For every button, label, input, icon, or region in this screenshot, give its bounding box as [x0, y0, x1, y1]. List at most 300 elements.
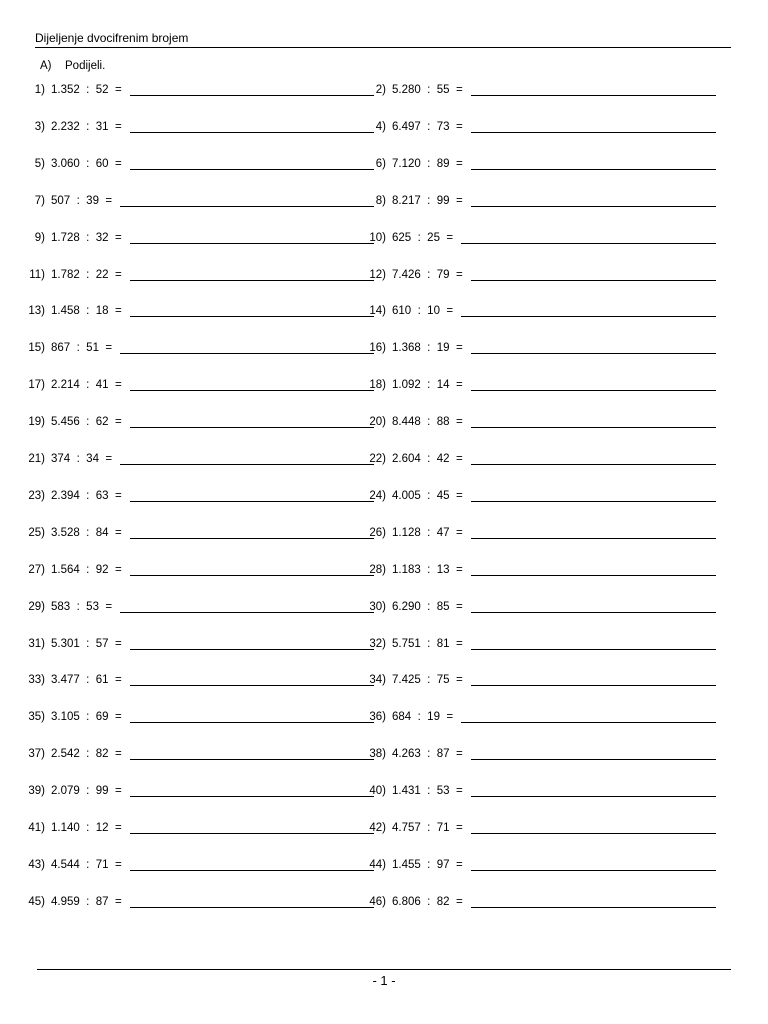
dividend: 2.214: [51, 379, 80, 392]
divisor: 82: [95, 748, 109, 761]
division-sign: :: [79, 748, 96, 761]
problem-item: [356, 636, 716, 652]
answer-line[interactable]: [471, 870, 716, 871]
problem-expression: [51, 340, 112, 356]
problem-item: [356, 303, 716, 319]
problem-item: [15, 193, 374, 209]
problem-number: 10): [369, 231, 386, 244]
division-sign: :: [70, 194, 87, 207]
division-sign: :: [79, 858, 96, 871]
division-sign: :: [420, 342, 437, 355]
problem-number: 37): [28, 748, 45, 761]
problem-number: 44): [369, 858, 386, 871]
answer-line[interactable]: [130, 759, 374, 760]
divisor: 57: [95, 637, 109, 650]
dividend: 8.448: [392, 416, 421, 429]
answer-line[interactable]: [471, 132, 716, 133]
dividend: 1.368: [392, 342, 421, 355]
answer-line[interactable]: [130, 316, 374, 317]
problem-expression: [51, 303, 122, 319]
dividend: 5.301: [51, 637, 80, 650]
dividend: 5.751: [392, 637, 421, 650]
equals-sign: =: [449, 489, 463, 502]
answer-line[interactable]: [471, 206, 716, 207]
divisor: 25: [427, 231, 440, 244]
problem-expression: [392, 672, 463, 688]
answer-line[interactable]: [130, 870, 374, 871]
answer-line[interactable]: [471, 353, 716, 354]
problem-expression: [51, 709, 122, 725]
division-sign: :: [420, 489, 437, 502]
problem-expression: [392, 119, 463, 135]
problem-item: [15, 894, 374, 910]
problem-number: 22): [369, 453, 386, 465]
equals-sign: =: [108, 674, 122, 687]
problem-expression: [392, 303, 453, 319]
answer-line[interactable]: [471, 501, 716, 502]
equals-sign: =: [439, 711, 454, 724]
answer-line[interactable]: [471, 95, 716, 96]
equals-sign: =: [449, 526, 463, 539]
answer-line[interactable]: [130, 796, 374, 797]
problem-item: [15, 783, 374, 799]
problem-item: [15, 525, 374, 541]
dividend: 1.092: [392, 379, 421, 392]
answer-line[interactable]: [471, 169, 716, 170]
dividend: 684: [392, 711, 412, 724]
divisor: 32: [95, 231, 109, 244]
problem-item: [15, 820, 374, 836]
dividend: 610: [392, 305, 412, 318]
problem-number: 27): [28, 563, 45, 576]
answer-line[interactable]: [461, 722, 716, 723]
problem-item: [356, 340, 716, 356]
answer-line[interactable]: [130, 243, 374, 244]
answer-line[interactable]: [471, 649, 716, 650]
problem-expression: [392, 488, 463, 504]
problem-expression: [392, 636, 463, 652]
equals-sign: =: [449, 785, 463, 798]
problem-expression: [392, 746, 463, 762]
problem-expression: [51, 414, 122, 430]
division-sign: :: [79, 489, 96, 502]
division-sign: :: [420, 379, 437, 392]
section-letter: A): [40, 60, 52, 72]
answer-line[interactable]: [461, 316, 716, 317]
problem-expression: [392, 156, 463, 172]
problem-number: 32): [369, 637, 386, 650]
answer-line[interactable]: [130, 575, 374, 576]
dividend: 5.456: [51, 416, 80, 429]
answer-line[interactable]: [130, 280, 374, 281]
dividend: 1.728: [51, 231, 80, 244]
problem-expression: [51, 820, 122, 836]
problem-item: [356, 562, 716, 578]
answer-line[interactable]: [130, 833, 374, 834]
problem-expression: [51, 267, 122, 283]
equals-sign: =: [449, 637, 463, 650]
equals-sign: =: [439, 305, 454, 318]
problem-item: [356, 488, 716, 504]
problem-expression: [392, 340, 463, 356]
equals-sign: =: [108, 526, 122, 539]
problem-expression: [51, 672, 122, 688]
division-sign: :: [79, 674, 96, 687]
equals-sign: =: [449, 895, 463, 908]
division-sign: :: [79, 120, 96, 133]
problem-expression: [392, 857, 463, 873]
answer-line[interactable]: [130, 722, 374, 723]
equals-sign: =: [108, 157, 122, 170]
division-sign: :: [79, 637, 96, 650]
problem-item: [356, 672, 716, 688]
division-sign: :: [420, 748, 437, 761]
problem-expression: [392, 894, 463, 910]
problem-number: 31): [28, 637, 45, 650]
division-sign: :: [420, 674, 437, 687]
division-sign: :: [420, 268, 437, 281]
division-sign: :: [79, 305, 96, 318]
problem-expression: [51, 193, 112, 209]
dividend: 1.455: [392, 858, 421, 871]
problem-number: 21): [28, 453, 45, 465]
division-sign: :: [79, 822, 96, 834]
problem-number: 45): [28, 895, 45, 908]
answer-line[interactable]: [471, 464, 716, 465]
division-sign: :: [420, 120, 437, 133]
problem-expression: [392, 377, 463, 393]
divisor: 60: [95, 157, 109, 170]
problem-number: 7): [34, 194, 45, 207]
page-header-title: Dijeljenje dvocifrenim brojem: [35, 31, 731, 48]
problem-item: [356, 193, 716, 209]
problem-number: 34): [369, 674, 386, 687]
equals-sign: =: [449, 674, 463, 687]
dividend: 583: [51, 600, 71, 613]
problem-number: 18): [369, 379, 386, 392]
divisor: 13: [436, 563, 450, 576]
dividend: 7.120: [392, 157, 421, 170]
problem-expression: [392, 599, 463, 615]
division-sign: :: [70, 600, 87, 613]
dividend: 2.232: [51, 120, 80, 133]
divisor: 47: [436, 526, 450, 539]
problem-expression: [51, 230, 122, 246]
problem-expression: [392, 451, 463, 467]
divisor: 87: [95, 895, 109, 908]
problem-item: [356, 783, 716, 799]
divisor: 31: [95, 120, 109, 133]
dividend: 1.128: [392, 526, 421, 539]
footer-divider: [37, 969, 731, 970]
answer-line[interactable]: [471, 575, 716, 576]
problem-item: [356, 894, 716, 910]
problem-expression: [392, 709, 453, 725]
equals-sign: =: [449, 416, 463, 429]
equals-sign: =: [108, 231, 122, 244]
problem-expression: [392, 193, 463, 209]
divisor: 34: [86, 453, 99, 465]
problem-expression: [51, 599, 112, 615]
dividend: 3.105: [51, 711, 80, 724]
problem-item: [15, 672, 374, 688]
problem-expression: [51, 82, 122, 98]
divisor: 99: [95, 785, 109, 798]
answer-line[interactable]: [471, 390, 716, 391]
problem-item: [356, 746, 716, 762]
divisor: 53: [436, 785, 450, 798]
dividend: 4.757: [392, 822, 421, 834]
division-sign: :: [79, 526, 96, 539]
equals-sign: =: [108, 822, 122, 834]
problem-item: [356, 377, 716, 393]
dividend: 4.959: [51, 895, 80, 908]
problem-item: [356, 820, 716, 836]
dividend: 374: [51, 453, 71, 465]
equals-sign: =: [449, 822, 463, 834]
divisor: 75: [436, 674, 450, 687]
division-sign: :: [420, 194, 437, 207]
problem-number: 28): [369, 563, 386, 576]
divisor: 52: [95, 84, 109, 96]
division-sign: :: [79, 84, 96, 96]
answer-line[interactable]: [471, 907, 716, 908]
divisor: 97: [436, 858, 450, 871]
problem-number: 35): [28, 711, 45, 724]
dividend: 2.394: [51, 489, 80, 502]
equals-sign: =: [449, 453, 463, 465]
answer-line[interactable]: [130, 132, 374, 133]
division-sign: :: [420, 895, 437, 908]
problem-item: [356, 414, 716, 430]
equals-sign: =: [108, 120, 122, 133]
dividend: 6.290: [392, 600, 421, 613]
dividend: 1.458: [51, 305, 80, 318]
answer-line[interactable]: [130, 685, 374, 686]
problem-item: [15, 82, 374, 98]
equals-sign: =: [449, 342, 463, 355]
divisor: 69: [95, 711, 109, 724]
dividend: 4.544: [51, 858, 80, 871]
answer-line[interactable]: [130, 427, 374, 428]
divisor: 82: [436, 895, 450, 908]
division-sign: :: [79, 379, 96, 392]
problem-item: [15, 857, 374, 873]
divisor: 19: [427, 711, 440, 724]
divisor: 99: [436, 194, 450, 207]
divisor: 88: [436, 416, 450, 429]
problem-expression: [51, 525, 122, 541]
problem-number: 4): [375, 120, 386, 133]
problem-expression: [51, 377, 122, 393]
dividend: 8.217: [392, 194, 421, 207]
problem-number: 41): [28, 822, 45, 834]
problem-number: 13): [28, 305, 45, 318]
equals-sign: =: [108, 84, 122, 96]
problem-item: [356, 119, 716, 135]
divisor: 41: [95, 379, 109, 392]
problem-item: [15, 746, 374, 762]
answer-line[interactable]: [471, 796, 716, 797]
problem-number: 29): [28, 600, 45, 613]
equals-sign: =: [449, 600, 463, 613]
problem-item: [356, 599, 716, 615]
divisor: 12: [95, 822, 109, 834]
divisor: 18: [95, 305, 109, 318]
problem-item: [15, 303, 374, 319]
answer-line[interactable]: [471, 759, 716, 760]
equals-sign: =: [449, 379, 463, 392]
problem-expression: [392, 82, 463, 98]
equals-sign: =: [98, 194, 113, 207]
problem-expression: [392, 267, 463, 283]
answer-line[interactable]: [130, 649, 374, 650]
divisor: 14: [436, 379, 450, 392]
divisor: 79: [436, 268, 450, 281]
divisor: 84: [95, 526, 109, 539]
divisor: 19: [436, 342, 450, 355]
equals-sign: =: [98, 453, 113, 465]
dividend: 867: [51, 342, 71, 355]
problem-number: 16): [369, 342, 386, 355]
problem-expression: [51, 488, 122, 504]
dividend: 2.604: [392, 453, 421, 465]
dividend: 1.564: [51, 563, 80, 576]
dividend: 4.005: [392, 489, 421, 502]
problem-number: 17): [28, 379, 45, 392]
equals-sign: =: [108, 379, 122, 392]
equals-sign: =: [108, 895, 122, 908]
answer-line[interactable]: [120, 464, 374, 465]
divisor: 89: [436, 157, 450, 170]
problem-expression: [51, 636, 122, 652]
problem-number: 6): [375, 157, 386, 170]
answer-line[interactable]: [471, 612, 716, 613]
dividend: 1.352: [51, 84, 80, 96]
problem-item: [356, 857, 716, 873]
dividend: 6.497: [392, 120, 421, 133]
answer-line[interactable]: [120, 353, 374, 354]
dividend: 507: [51, 194, 71, 207]
equals-sign: =: [449, 748, 463, 761]
division-sign: :: [420, 785, 437, 798]
divisor: 71: [436, 822, 450, 834]
divisor: 22: [95, 268, 109, 281]
equals-sign: =: [108, 748, 122, 761]
equals-sign: =: [108, 416, 122, 429]
answer-line[interactable]: [120, 206, 374, 207]
answer-line[interactable]: [461, 243, 716, 244]
answer-line[interactable]: [130, 907, 374, 908]
division-sign: :: [420, 600, 437, 613]
problem-number: 33): [28, 674, 45, 687]
divisor: 51: [86, 342, 99, 355]
problem-number: 39): [28, 785, 45, 798]
answer-line[interactable]: [471, 685, 716, 686]
problem-expression: [51, 156, 122, 172]
division-sign: :: [420, 416, 437, 429]
division-sign: :: [420, 453, 437, 465]
problem-expression: [51, 451, 112, 467]
divisor: 61: [95, 674, 109, 687]
division-sign: :: [411, 231, 428, 244]
answer-line[interactable]: [130, 95, 374, 96]
answer-line[interactable]: [120, 612, 374, 613]
problem-expression: [392, 414, 463, 430]
problem-number: 8): [375, 194, 386, 207]
dividend: 1.782: [51, 268, 80, 281]
equals-sign: =: [108, 489, 122, 502]
problem-number: 15): [28, 342, 45, 355]
divisor: 39: [86, 194, 99, 207]
dividend: 1.183: [392, 563, 421, 576]
problem-number: 19): [28, 416, 45, 429]
dividend: 6.806: [392, 895, 421, 908]
dividend: 1.140: [51, 822, 80, 834]
problem-number: 23): [28, 489, 45, 502]
division-sign: :: [420, 157, 437, 170]
answer-line[interactable]: [130, 390, 374, 391]
problem-number: 1): [34, 84, 45, 96]
equals-sign: =: [108, 637, 122, 650]
problem-number: 42): [369, 822, 386, 834]
problem-number: 5): [34, 157, 45, 170]
equals-sign: =: [449, 858, 463, 871]
divisor: 71: [95, 858, 109, 871]
section-instruction: Podijeli.: [65, 60, 106, 72]
answer-line[interactable]: [471, 280, 716, 281]
dividend: 625: [392, 231, 412, 244]
division-sign: :: [70, 453, 87, 465]
division-sign: :: [411, 305, 428, 318]
answer-line[interactable]: [471, 538, 716, 539]
problem-expression: [392, 562, 463, 578]
dividend: 7.425: [392, 674, 421, 687]
dividend: 3.528: [51, 526, 80, 539]
equals-sign: =: [98, 600, 113, 613]
problem-number: 25): [28, 526, 45, 539]
equals-sign: =: [449, 563, 463, 576]
equals-sign: =: [108, 305, 122, 318]
problem-item: [15, 562, 374, 578]
problem-item: [356, 267, 716, 283]
problem-expression: [392, 230, 453, 246]
answer-line[interactable]: [471, 833, 716, 834]
divisor: 87: [436, 748, 450, 761]
problem-item: [15, 230, 374, 246]
dividend: 3.060: [51, 157, 80, 170]
divisor: 73: [436, 120, 450, 133]
answer-line[interactable]: [471, 427, 716, 428]
answer-line[interactable]: [130, 169, 374, 170]
problem-item: [15, 488, 374, 504]
dividend: 2.542: [51, 748, 80, 761]
division-sign: :: [79, 416, 96, 429]
divisor: 62: [95, 416, 109, 429]
equals-sign: =: [439, 231, 454, 244]
answer-line[interactable]: [130, 501, 374, 502]
division-sign: :: [79, 231, 96, 244]
problem-expression: [392, 783, 463, 799]
dividend: 5.280: [392, 84, 421, 96]
divisor: 45: [436, 489, 450, 502]
dividend: 3.477: [51, 674, 80, 687]
division-sign: :: [79, 785, 96, 798]
problem-item: [356, 451, 716, 467]
division-sign: :: [79, 268, 96, 281]
problem-item: [15, 451, 374, 467]
answer-line[interactable]: [130, 538, 374, 539]
